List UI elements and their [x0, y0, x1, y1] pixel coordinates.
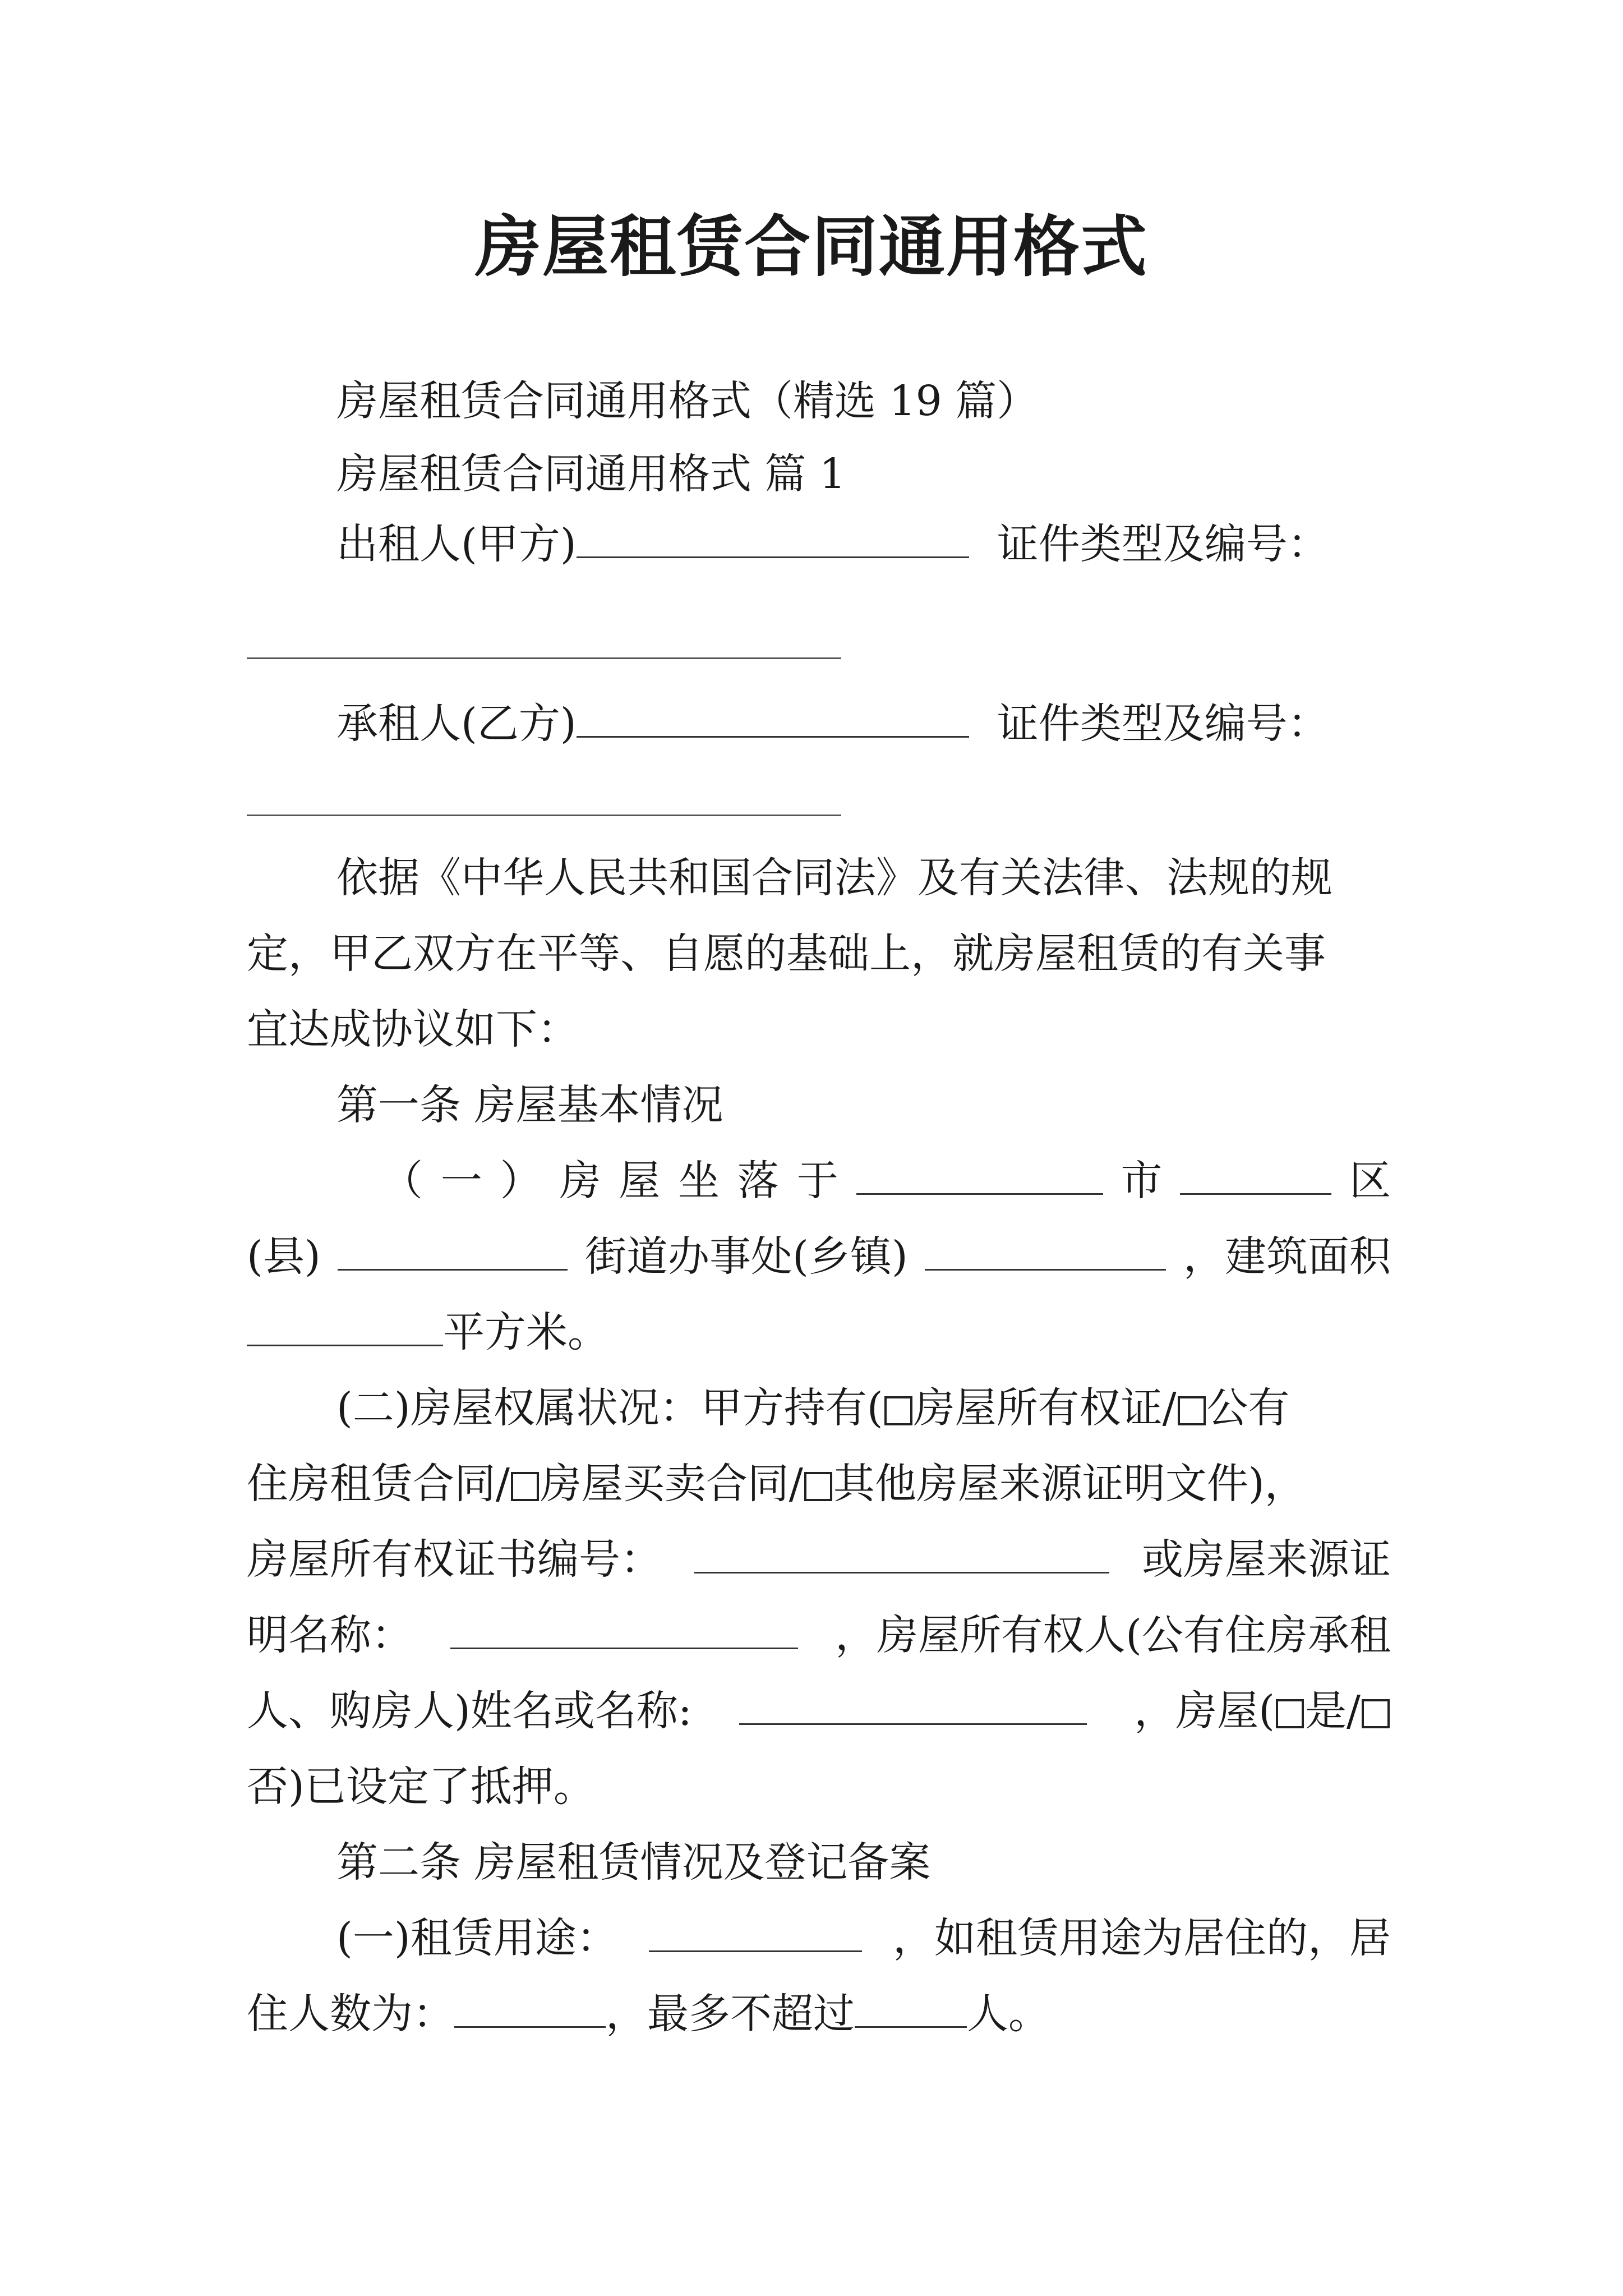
area-label: ，建筑面积: [1183, 1232, 1391, 1281]
document-title: 房屋租赁合同通用格式: [474, 208, 1148, 286]
article-2-title: 第二条 房屋租赁情况及登记备案: [336, 1838, 931, 1887]
char: 坐: [678, 1157, 720, 1205]
checkbox-ownership-cert[interactable]: [884, 1396, 912, 1425]
other-proof-label: 其他房屋来源证明文件)，: [833, 1460, 1306, 1508]
cert-number-field[interactable]: [694, 1537, 1109, 1573]
lessee-id-label: 证件类型及编号：: [997, 700, 1329, 748]
max-label: ，最多不超过: [606, 1990, 855, 2038]
county-field[interactable]: [338, 1234, 568, 1271]
char: 落: [737, 1157, 779, 1205]
ownership-line-5: [247, 1683, 1391, 1739]
lease-contract-label: 住房租赁合同/: [247, 1460, 510, 1508]
article-1-title: 第一条 房屋基本情况: [336, 1081, 723, 1129]
owner-name-field[interactable]: [739, 1688, 1087, 1725]
usage-label: (一)租赁用途：: [336, 1914, 618, 1962]
lessee-line: [336, 696, 1391, 752]
lessee-name-field[interactable]: [577, 701, 969, 738]
intro-line-2: 定，甲乙双方在平等、自愿的基础上，就房屋租赁的有关事: [247, 930, 1326, 978]
owner-label: ，房屋所有权人(公有住房承租: [835, 1611, 1391, 1659]
ownership-line-6: 否)已设定了抵押。: [247, 1763, 595, 1811]
city-field[interactable]: [856, 1158, 1103, 1195]
owner-name-label: 人、购房人)姓名或名称:: [247, 1687, 692, 1735]
mortgage-yes-label: 是/: [1305, 1687, 1361, 1735]
checkbox-other-proof[interactable]: [804, 1472, 832, 1501]
usage-line: [336, 1910, 1391, 1966]
area-field[interactable]: [247, 1310, 443, 1346]
cert-name-field[interactable]: [450, 1613, 798, 1649]
lessor-line: [336, 516, 1391, 572]
street-field[interactable]: [925, 1234, 1166, 1271]
lessor-name-field[interactable]: [577, 522, 969, 558]
ownership-cert-label: 房屋所有权证/: [913, 1384, 1177, 1432]
checkbox-mortgage-yes[interactable]: [1276, 1699, 1304, 1728]
area-unit: 平方米。: [443, 1308, 609, 1356]
county-label: (县): [247, 1232, 321, 1281]
ownership-line-3: [247, 1531, 1391, 1588]
location-line: [381, 1153, 1391, 1209]
lessor-id-field[interactable]: [247, 657, 841, 659]
cert-name-label: 明名称：: [247, 1611, 413, 1659]
persons-unit: 人。: [967, 1990, 1050, 2038]
occupants-line: [247, 1986, 1391, 2042]
occupants-field[interactable]: [454, 1991, 606, 2028]
cert-number-label: 房屋所有权证书编号：: [247, 1535, 662, 1584]
char: 一: [440, 1157, 482, 1205]
street-line: [247, 1228, 1391, 1285]
ownership-text: (二)房屋权属状况：甲方持有(: [336, 1384, 883, 1432]
checkbox-public-housing[interactable]: [1178, 1396, 1206, 1425]
ownership-line-1: [336, 1380, 1391, 1436]
district-label: 区: [1349, 1157, 1391, 1205]
source-cert-label: 或房屋来源证: [1142, 1535, 1391, 1584]
max-occupants-field[interactable]: [855, 1991, 967, 2028]
char: （: [381, 1157, 423, 1205]
area-line: [247, 1304, 1391, 1360]
usage-field[interactable]: [649, 1916, 862, 1952]
lessee-id-field[interactable]: [247, 815, 841, 816]
street-label: 街道办事处(乡镇): [585, 1232, 908, 1281]
document-subtitle: 房屋租赁合同通用格式（精选 19 篇）: [336, 377, 1039, 425]
district-field[interactable]: [1180, 1158, 1331, 1195]
residence-label: ，如租赁用途为居住的，居: [893, 1914, 1391, 1962]
char: 房: [559, 1157, 601, 1205]
section-heading: 房屋租赁合同通用格式 篇 1: [336, 450, 846, 498]
city-label: 市: [1121, 1157, 1163, 1205]
checkbox-mortgage-no[interactable]: [1362, 1699, 1390, 1728]
lessor-id-label: 证件类型及编号：: [997, 520, 1329, 568]
public-housing-label: 公有: [1206, 1384, 1290, 1432]
sale-contract-label: 房屋买卖合同/: [540, 1460, 803, 1508]
char: ）: [500, 1157, 542, 1205]
ownership-line-2: [247, 1456, 1391, 1512]
occupants-label: 住人数为：: [247, 1990, 454, 2038]
char: 于: [796, 1157, 838, 1205]
lessor-label: 出租人(甲方): [336, 520, 577, 568]
mortgage-label: ，房屋(: [1134, 1687, 1275, 1735]
char: 屋: [619, 1157, 661, 1205]
intro-line-1: 依据《中华人民共和国合同法》及有关法律、法规的规: [336, 854, 1332, 902]
lessee-label: 承租人(乙方): [336, 700, 577, 748]
intro-line-3: 宜达成协议如下：: [247, 1005, 579, 1053]
ownership-line-4: [247, 1607, 1391, 1663]
checkbox-sale-contract[interactable]: [511, 1472, 539, 1501]
